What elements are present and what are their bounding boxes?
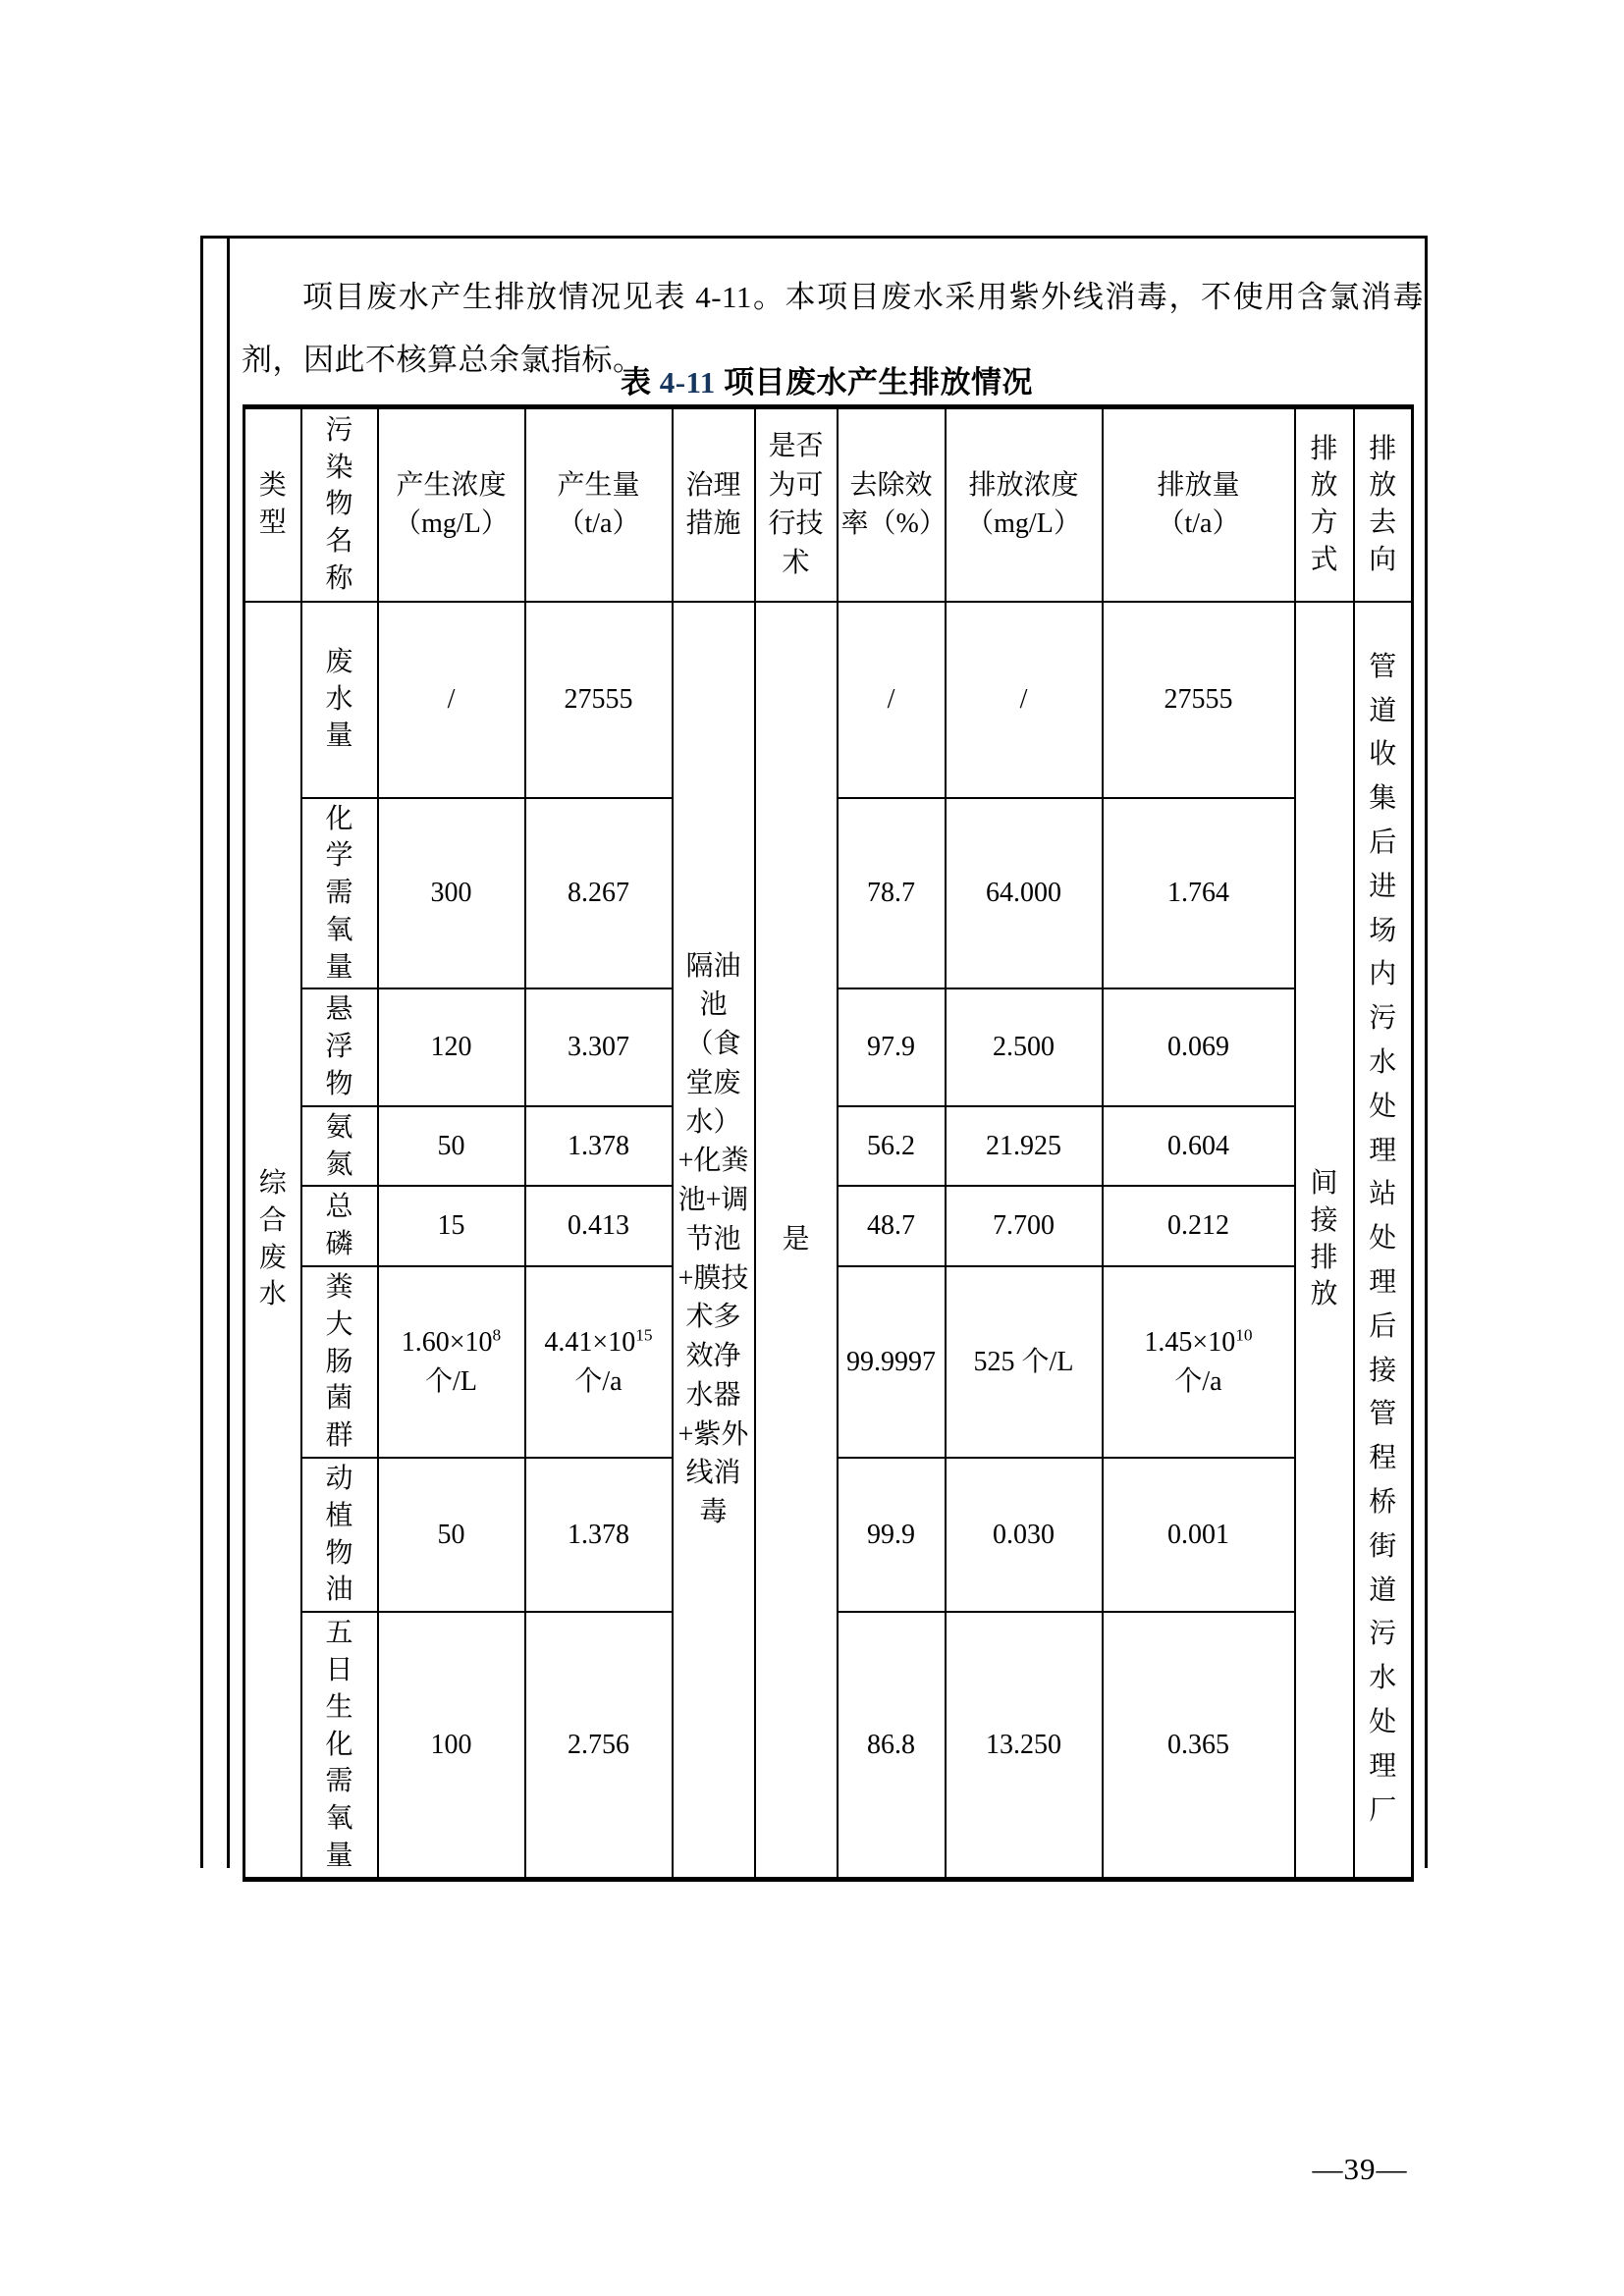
gen-conc-cell: 120	[378, 988, 525, 1105]
gen-amount-cell: 27555	[525, 602, 673, 798]
discharge-amount-cell: 0.212	[1103, 1186, 1295, 1266]
removal-rate-cell: 48.7	[838, 1186, 946, 1266]
discharge-conc-cell: 525 个/L	[946, 1266, 1103, 1458]
discharge-mode-cell: 间接排放	[1295, 602, 1354, 1880]
table-title-suffix: 项目废水产生排放情况	[715, 365, 1034, 400]
discharge-conc-cell: 2.500	[946, 988, 1103, 1105]
discharge-conc-cell: 13.250	[946, 1612, 1103, 1879]
gen-conc-cell: 100	[378, 1612, 525, 1879]
discharge-conc-cell: 64.000	[946, 798, 1103, 989]
discharge-amount-cell: 0.001	[1103, 1458, 1295, 1612]
page-frame-right-line	[1425, 236, 1428, 1868]
discharge-destination-cell: 管道收集后进场内污水处理站处理后接管程桥街道污水处理厂	[1354, 602, 1413, 1880]
pollutant-name-cell: 废水量	[301, 602, 378, 798]
removal-rate-cell: 78.7	[838, 798, 946, 989]
page-frame-left-inner-line	[227, 236, 230, 1868]
gen-conc-cell: 15	[378, 1186, 525, 1266]
header-gen-concentration: 产生浓度 （mg/L）	[378, 407, 525, 602]
treatment-cell: 隔油池（食堂废水）+化粪池+调节池+膜技术多效净水器+紫外线消毒	[673, 602, 755, 1880]
gen-conc-cell: 50	[378, 1106, 525, 1187]
intro-paragraph: 项目废水产生排放情况见表 4-11。本项目废水采用紫外线消毒，不使用含氯消毒剂，因此不核算总余氯指标。	[242, 280, 1424, 377]
pollutant-name-cell: 五日生化需氧量	[301, 1612, 378, 1879]
pollutant-name-cell: 动植物油	[301, 1458, 378, 1612]
header-type: 类型	[244, 407, 301, 602]
header-feasible-tech: 是否为可行技术	[755, 407, 838, 602]
feasible-tech-cell: 是	[755, 602, 838, 1880]
pollutant-name-cell: 粪大肠菌群	[301, 1266, 378, 1458]
table-title	[243, 357, 1411, 401]
header-discharge-amount: 排放量 （t/a）	[1103, 407, 1295, 602]
pollutant-name-cell: 氨氮	[301, 1106, 378, 1187]
type-cell: 综合废水	[244, 602, 301, 1880]
pollutant-name-cell: 化学需氧量	[301, 798, 378, 989]
discharge-amount-cell: 0.365	[1103, 1612, 1295, 1879]
removal-rate-cell: 56.2	[838, 1106, 946, 1187]
table-title-prefix: 表	[620, 365, 660, 400]
table-title-number: 4-11	[659, 365, 716, 400]
gen-conc-cell: $1.60\times 10^8$ 个/L	[378, 1266, 525, 1458]
page-frame-top-line	[200, 236, 1428, 239]
header-removal-rate: 去除效率（%）	[838, 407, 946, 602]
pollutant-name-cell: 总磷	[301, 1186, 378, 1266]
page-number: —39—	[1312, 2152, 1408, 2186]
gen-amount-cell: 1.378	[525, 1106, 673, 1187]
removal-rate-cell: 99.9	[838, 1458, 946, 1612]
page-frame-left-outer-line	[200, 236, 203, 1868]
discharge-conc-cell: 0.030	[946, 1458, 1103, 1612]
header-discharge-destination: 排放去向	[1354, 407, 1413, 602]
pollutant-name-cell: 悬浮物	[301, 988, 378, 1105]
discharge-amount-cell: $1.45\times 10^{10}$ 个/a	[1103, 1266, 1295, 1458]
header-gen-amount: 产生量 （t/a）	[525, 407, 673, 602]
exponent: 10	[1235, 1325, 1253, 1345]
header-row	[244, 407, 1413, 602]
discharge-amount-cell: 27555	[1103, 602, 1295, 798]
gen-conc-cell: 50	[378, 1458, 525, 1612]
discharge-conc-cell: 21.925	[946, 1106, 1103, 1187]
table-row	[244, 602, 1413, 798]
gen-amount-cell: 2.756	[525, 1612, 673, 1879]
discharge-amount-cell: 0.604	[1103, 1106, 1295, 1187]
gen-conc-cell: /	[378, 602, 525, 798]
header-treatment: 治理措施	[673, 407, 755, 602]
exponent: 15	[635, 1325, 653, 1345]
gen-conc-cell: 300	[378, 798, 525, 989]
discharge-conc-cell: /	[946, 602, 1103, 798]
exponent: 8	[492, 1325, 502, 1345]
gen-amount-cell: $4.41\times 10^{15}$ 个/a	[525, 1266, 673, 1458]
header-pollutant-name: 污染物名称	[301, 407, 378, 602]
gen-amount-cell: 0.413	[525, 1186, 673, 1266]
wastewater-table	[243, 404, 1414, 1882]
removal-rate-cell: /	[838, 602, 946, 798]
removal-rate-cell: 97.9	[838, 988, 946, 1105]
discharge-amount-cell: 0.069	[1103, 988, 1295, 1105]
removal-rate-cell: 99.9997	[838, 1266, 946, 1458]
discharge-amount-cell: 1.764	[1103, 798, 1295, 989]
header-discharge-concentration: 排放浓度 （mg/L）	[946, 407, 1103, 602]
gen-amount-cell: 8.267	[525, 798, 673, 989]
discharge-conc-cell: 7.700	[946, 1186, 1103, 1266]
header-discharge-mode: 排放方式	[1295, 407, 1354, 602]
gen-amount-cell: 3.307	[525, 988, 673, 1105]
removal-rate-cell: 86.8	[838, 1612, 946, 1879]
gen-amount-cell: 1.378	[525, 1458, 673, 1612]
